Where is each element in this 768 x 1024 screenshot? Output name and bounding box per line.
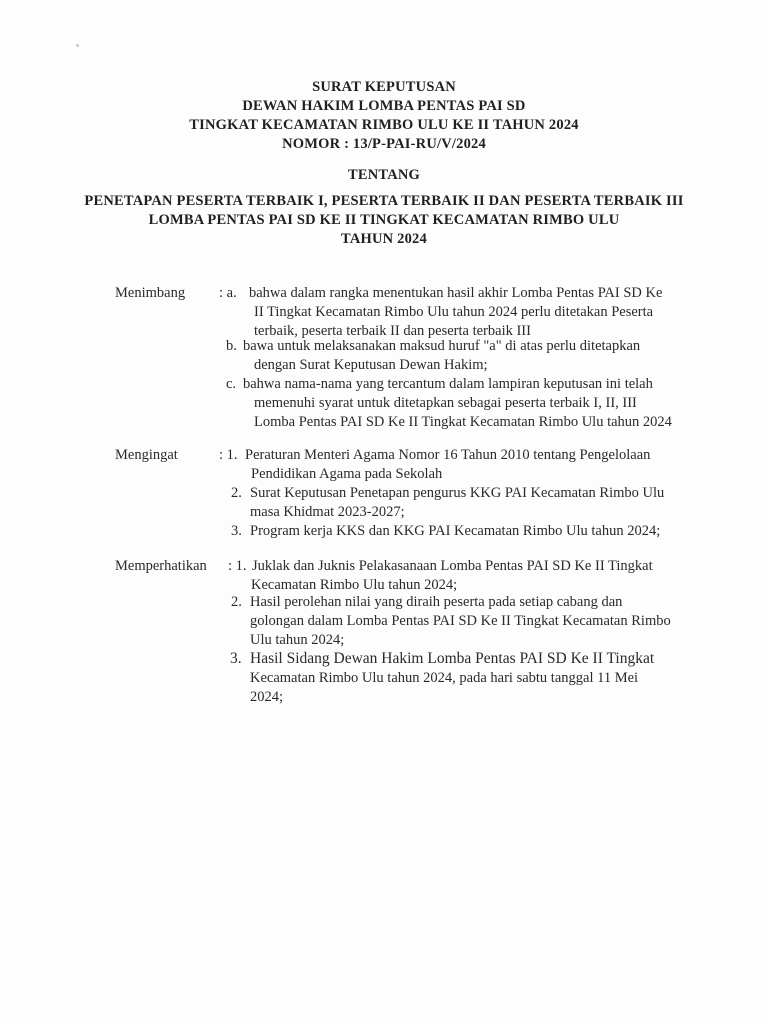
item-line: Pendidikan Agama pada Sekolah xyxy=(251,466,443,482)
mengingat-item-2 xyxy=(231,484,664,522)
menimbang-item-c xyxy=(226,375,672,432)
item-line: terbaik, peserta terbaik II dan peserta terbaik III xyxy=(254,323,531,339)
item-marker: : 1. xyxy=(219,447,238,463)
item-marker: 2. xyxy=(231,485,242,501)
item-line: golongan dalam Lomba Pentas PAI SD Ke II Tingkat Kecamatan Rimbo xyxy=(250,613,671,629)
item-line: Surat Keputusan Penetapan pengurus KKG PAI Kecamatan Rimbo Ulu xyxy=(250,485,665,501)
item-line: Program kerja KKS dan KKG PAI Kecamatan Rimbo Ulu tahun 2024; xyxy=(250,523,661,539)
scan-speck xyxy=(76,44,79,47)
tentang-heading xyxy=(0,166,768,185)
title-line: TINGKAT KECAMATAN RIMBO ULU KE II TAHUN 2024 xyxy=(189,117,579,133)
item-line: Ulu tahun 2024; xyxy=(250,632,345,648)
menimbang-item-a xyxy=(219,284,662,341)
tentang-label: TENTANG xyxy=(347,167,421,183)
memperhatikan-item-3 xyxy=(230,649,654,707)
item-line: Lomba Pentas PAI SD Ke II Tingkat Kecamatan Rimbo Ulu tahun 2024 xyxy=(254,414,672,430)
item-marker: : 1. xyxy=(228,558,247,574)
item-marker: 3. xyxy=(230,650,242,667)
item-marker: b. xyxy=(226,338,237,354)
menimbang-label: Menimbang xyxy=(115,285,186,301)
mengingat-item-1 xyxy=(219,446,650,484)
item-line: II Tingkat Kecamatan Rimbo Ulu tahun 2024 perlu ditetakan Peserta xyxy=(254,304,654,320)
subject-line: TAHUN 2024 xyxy=(341,231,427,247)
mengingat-item-3 xyxy=(231,522,660,541)
item-line: Kecamatan Rimbo Ulu tahun 2024, pada hari sabtu tanggal 11 Mei xyxy=(250,670,639,686)
mengingat-label: Mengingat xyxy=(115,447,178,463)
item-marker: 3. xyxy=(231,523,242,539)
item-line: Hasil perolehan nilai yang diraih peserta pada setiap cabang dan xyxy=(250,594,623,610)
item-line: Peraturan Menteri Agama Nomor 16 Tahun 2010 tentang Pengelolaan xyxy=(245,447,651,463)
item-line: 2024; xyxy=(250,689,284,705)
decree-number: NOMOR : 13/P-PAI-RU/V/2024 xyxy=(282,136,486,152)
subject-line: LOMBA PENTAS PAI SD KE II TINGKAT KECAMATAN RIMBO ULU xyxy=(148,212,620,228)
item-line: dengan Surat Keputusan Dewan Hakim; xyxy=(254,357,488,373)
item-marker: : a. xyxy=(219,285,237,301)
item-line: bahwa nama-nama yang tercantum dalam lampiran keputusan ini telah xyxy=(243,376,653,392)
subject-block xyxy=(0,192,768,249)
item-line: bahwa dalam rangka menentukan hasil akhir Lomba Pentas PAI SD Ke xyxy=(249,285,663,301)
title-line: SURAT KEPUTUSAN xyxy=(312,79,456,95)
memperhatikan-item-1 xyxy=(228,557,653,595)
subject-line: PENETAPAN PESERTA TERBAIK I, PESERTA TERBAIK II DAN PESERTA TERBAIK III xyxy=(84,193,684,209)
document-title-block xyxy=(0,78,768,154)
item-line: masa Khidmat 2023-2027; xyxy=(250,504,405,520)
item-marker: c. xyxy=(226,376,237,392)
item-line: Kecamatan Rimbo Ulu tahun 2024; xyxy=(251,577,458,593)
title-line: DEWAN HAKIM LOMBA PENTAS PAI SD xyxy=(242,98,526,114)
menimbang-item-b xyxy=(226,337,640,375)
item-line: bawa untuk melaksanakan maksud huruf "a" di atas perlu ditetapkan xyxy=(243,338,641,354)
item-line: memenuhi syarat untuk ditetapkan sebagai peserta terbaik I, II, III xyxy=(254,395,637,411)
item-line: Hasil Sidang Dewan Hakim Lomba Pentas PAI SD Ke II Tingkat xyxy=(250,650,655,667)
memperhatikan-item-2 xyxy=(231,593,671,650)
memperhatikan-label: Memperhatikan xyxy=(115,558,207,574)
item-marker: 2. xyxy=(231,594,242,610)
item-line: Juklak dan Juknis Pelakasanaan Lomba Pentas PAI SD Ke II Tingkat xyxy=(252,558,653,574)
